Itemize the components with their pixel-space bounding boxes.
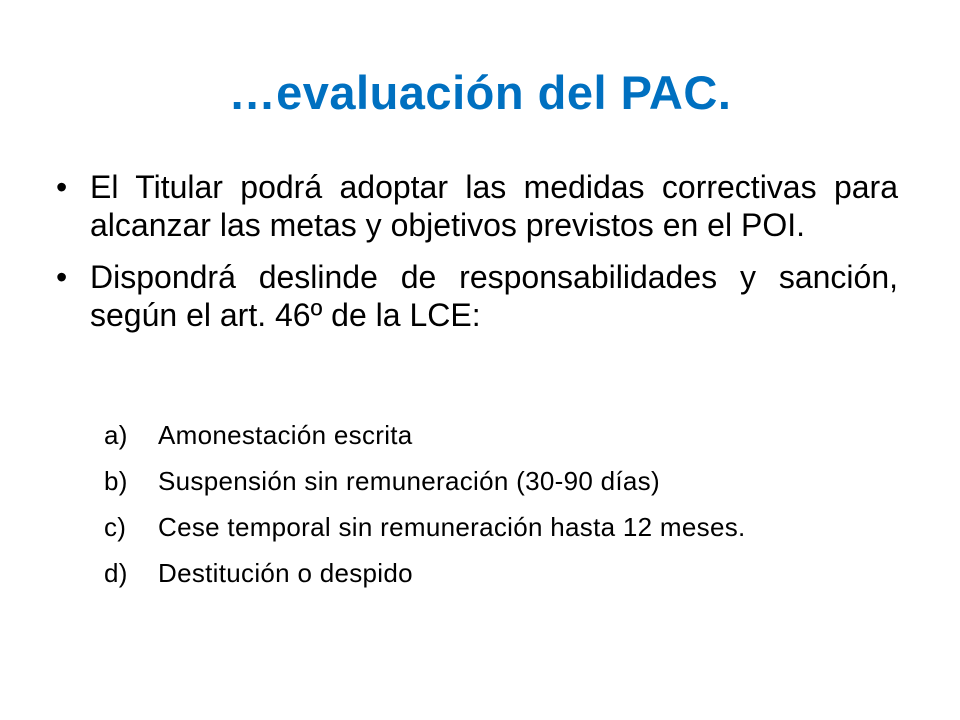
sanction-text: Amonestación escrita	[158, 420, 413, 450]
list-marker: b)	[104, 466, 128, 496]
sanction-text: Cese temporal sin remuneración hasta 12 meses.	[158, 512, 746, 542]
bullet-dot-icon: •	[56, 259, 68, 295]
sanction-item	[100, 420, 898, 451]
sanction-item	[100, 512, 898, 543]
sanction-text: Destitución o despido	[158, 558, 413, 588]
list-marker: d)	[104, 558, 128, 588]
bullet-text: Dispondrá deslinde de responsabilidades y sanción, según el art. 46º de la LCE:	[90, 259, 898, 333]
bullet-dot-icon: •	[56, 169, 68, 205]
sanction-item	[100, 466, 898, 497]
bullet-list	[56, 168, 898, 348]
list-marker: a)	[104, 420, 128, 450]
sanction-item	[100, 558, 898, 589]
sanction-list	[100, 420, 898, 604]
bullet-item	[56, 258, 898, 334]
list-marker: c)	[104, 512, 127, 542]
slide-title: …evaluación del PAC.	[228, 66, 732, 119]
bullet-text: El Titular podrá adoptar las medidas correctivas para alcanzar las metas y objetivos previstos en el POI.	[90, 169, 898, 243]
sanction-text: Suspensión sin remuneración (30-90 días)	[158, 466, 660, 496]
bullet-item	[56, 168, 898, 244]
